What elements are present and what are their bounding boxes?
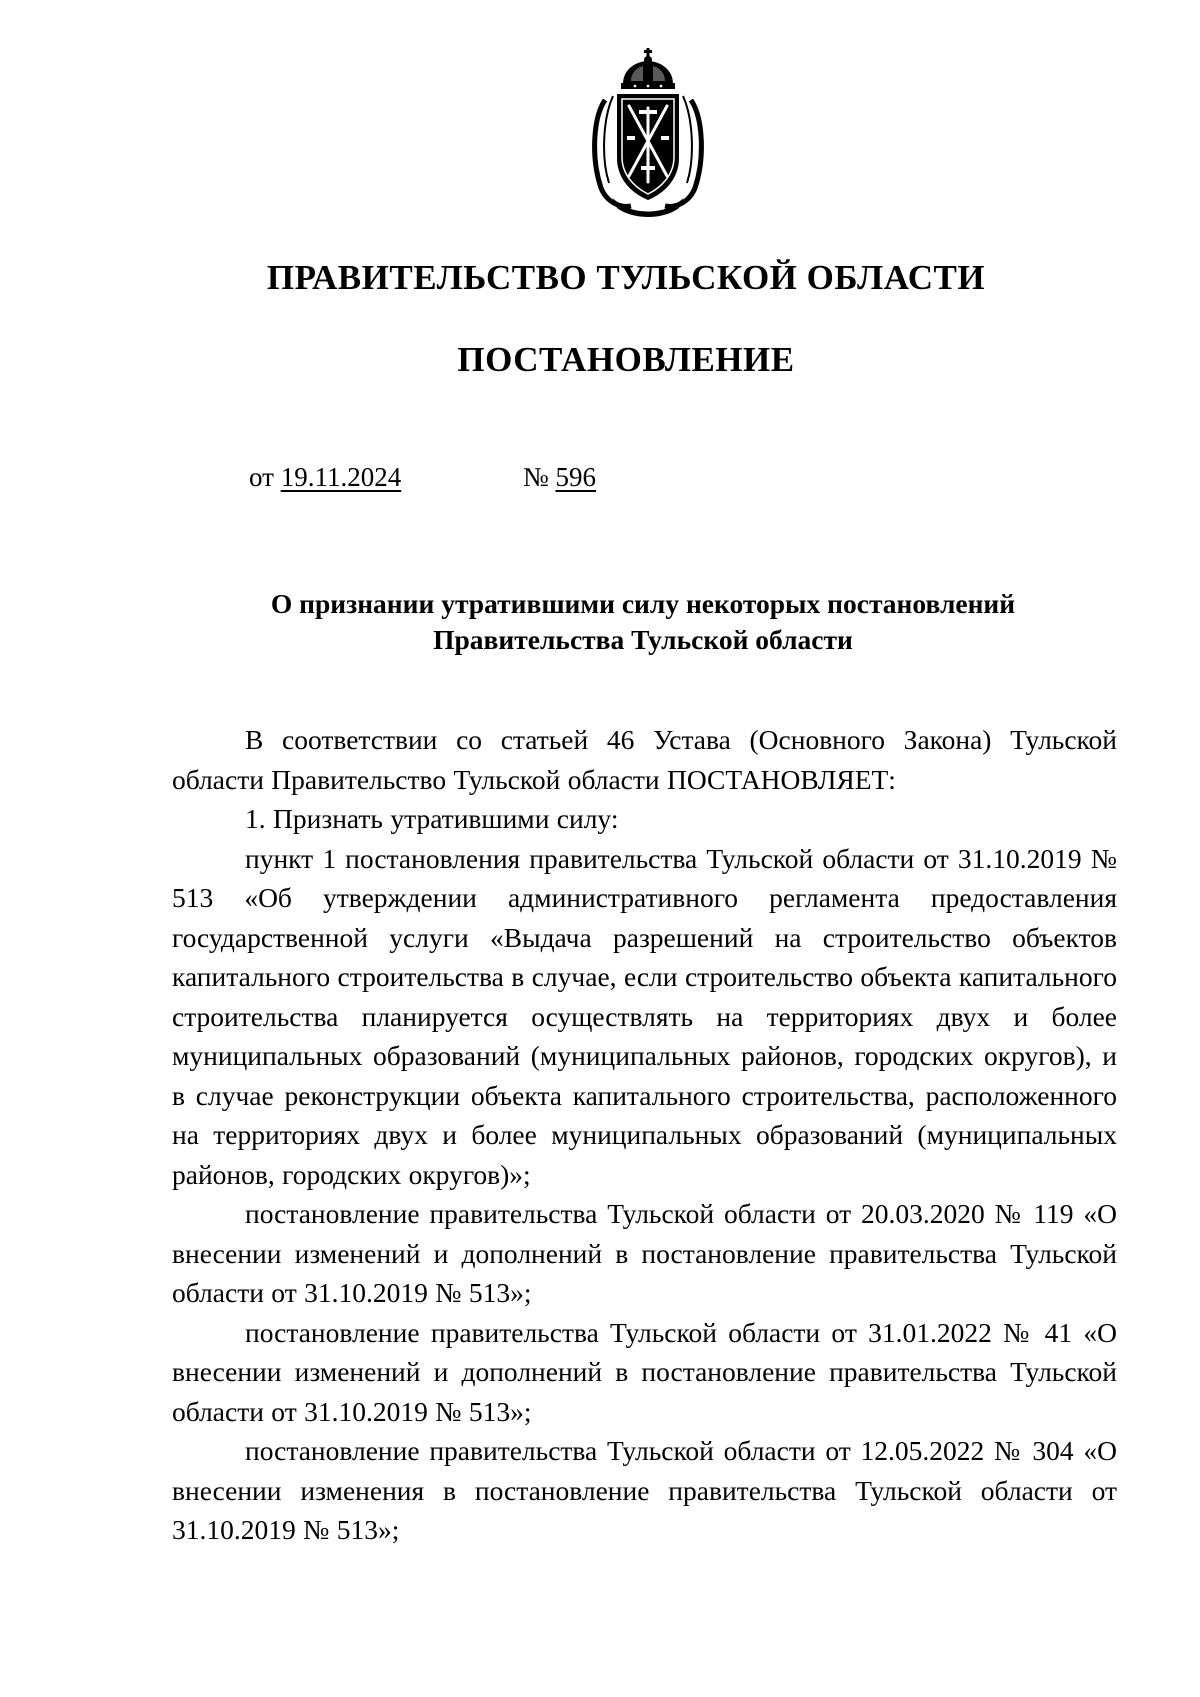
subject-line-1: О признании утратившими силу некоторых постановлений bbox=[270, 588, 1016, 619]
document-date: 19.11.2024 bbox=[280, 462, 402, 492]
item-1-paragraph: 1. Признать утратившими силу: bbox=[245, 803, 619, 834]
organization-title: ПРАВИТЕЛЬСТВО ТУЛЬСКОЙ ОБЛАСТИ bbox=[266, 258, 986, 297]
document-type-heading: ПОСТАНОВЛЕНИЕ bbox=[457, 340, 795, 379]
preamble-paragraph: В соответствии со статьей 46 Устава (Основного Закона) Тульской области Правительство Тульской области ПОСТАНОВЛЯЕТ: bbox=[172, 724, 1117, 795]
document-subject bbox=[170, 586, 1116, 658]
number-prefix: № bbox=[523, 462, 549, 492]
repealed-item-paragraph: пункт 1 постановления правительства Тульской области от 31.10.2019 № 513 «Об утверждении административного регламента предоставления государственной услуги «Выдача разрешений на строительство объектов капитального строительства в случае, если строительство объекта капитального строительства планируется осуществлять на территориях двух и более муниципальных образований (муниципальных районов, городских округов), и в случае реконструкции объекта капитального строительства, расположенного на территориях двух и более муниципальных образований (муниципальных районов, городских округов)»; bbox=[172, 842, 1117, 1190]
document-number-group bbox=[523, 462, 596, 493]
document-body bbox=[172, 720, 1117, 1550]
coat-of-arms-icon bbox=[583, 48, 713, 218]
repealed-item-paragraph: постановление правительства Тульской области от 31.01.2022 № 41 «О внесении изменений и дополнений в постановление правительства Тульской области от 31.10.2019 № 513»; bbox=[172, 1316, 1117, 1427]
repealed-item-paragraph: постановление правительства Тульской области от 12.05.2022 № 304 «О внесении изменения в постановление правительства Тульской области от 31.10.2019 № 513»; bbox=[172, 1435, 1117, 1545]
date-prefix: от bbox=[249, 462, 274, 492]
document-meta bbox=[249, 462, 597, 493]
repealed-item-paragraph: постановление правительства Тульской области от 20.03.2020 № 119 «О внесении изменений и дополнений в постановление правительства Тульской области от 31.10.2019 № 513»; bbox=[172, 1198, 1117, 1308]
subject-line-2: Правительства Тульской области bbox=[433, 624, 853, 655]
document-number: 596 bbox=[555, 462, 597, 492]
